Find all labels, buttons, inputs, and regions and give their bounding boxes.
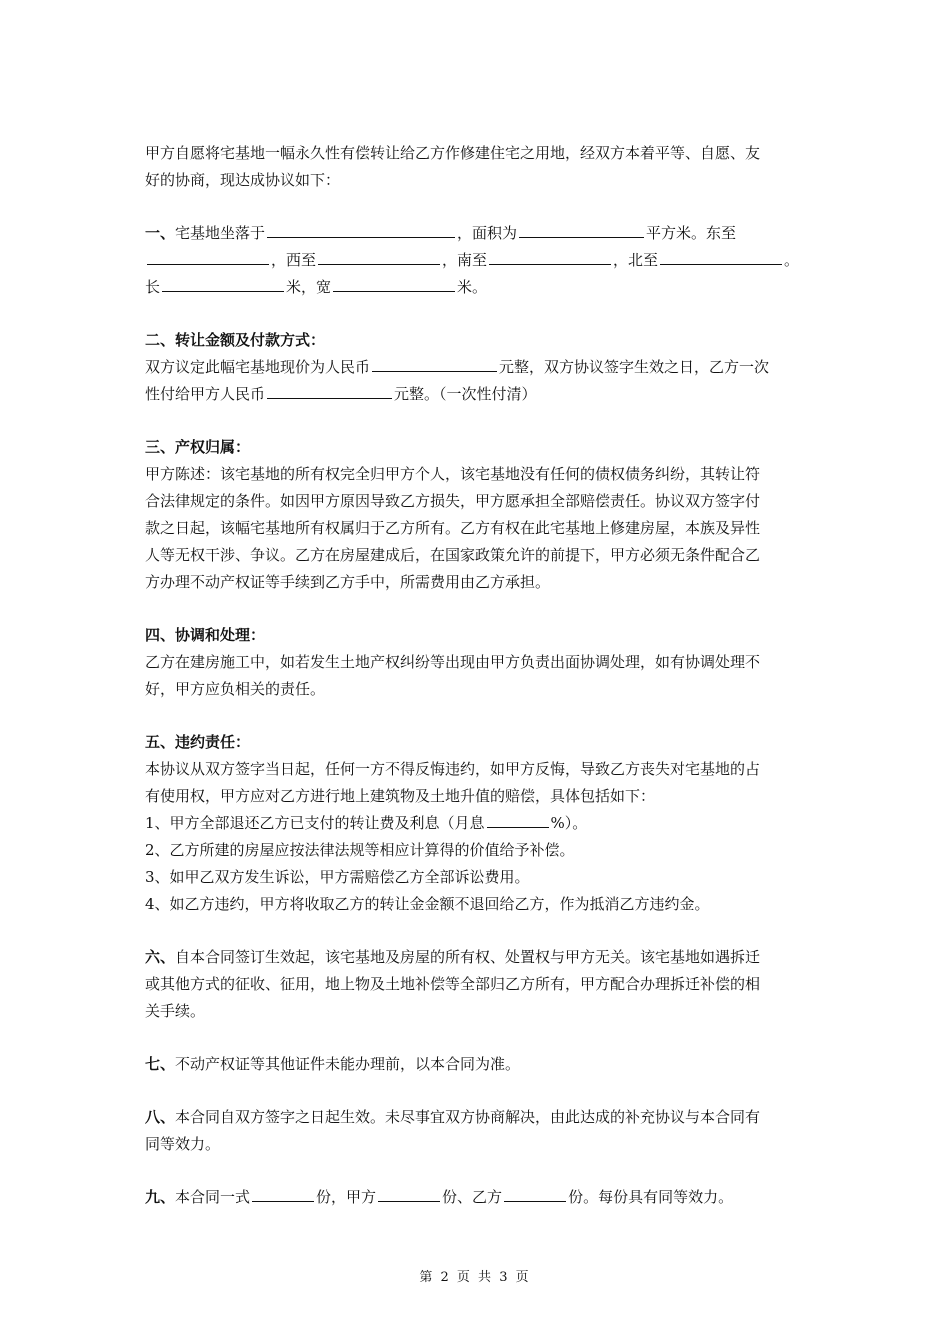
area-blank[interactable] bbox=[519, 221, 644, 238]
intro-line: 甲方自愿将宅基地一幅永久性有偿转让给乙方作修建住宅之用地，经双方本着平等、自愿、友 bbox=[145, 144, 761, 162]
section-6-line: 六、自本合同签订生效起，该宅基地及房屋的所有权、处置权与甲方无关。该宅基地如遇拆迁 bbox=[145, 948, 761, 966]
section-9-number: 九、 bbox=[145, 1188, 176, 1206]
list-item: 3、如甲乙双方发生诉讼，甲方需赔偿乙方全部诉讼费用。 bbox=[145, 868, 530, 886]
section-3-heading: 三、产权归属： bbox=[145, 438, 251, 456]
section-2-heading: 二、转让金额及付款方式： bbox=[145, 331, 326, 349]
copies-party-b-blank[interactable] bbox=[504, 1185, 566, 1202]
section-9-line: 九、本合同一式 份，甲方 份、乙方 份。每份具有同等效力。 bbox=[145, 1184, 813, 1211]
copies-total-blank[interactable] bbox=[252, 1185, 314, 1202]
section-2-line: 双方议定此幅宅基地现价为人民币 元整，双方协议签字生效之日，乙方一次 bbox=[145, 354, 813, 381]
list-item: 2、乙方所建的房屋应按法律法规等相应计算得的价值给予补偿。 bbox=[145, 841, 575, 859]
south-blank[interactable] bbox=[489, 248, 611, 265]
section-6-number: 六、 bbox=[145, 948, 176, 966]
paragraph-line: 或其他方式的征收、征用，地上物及土地补偿等全部归乙方所有，甲方配合办理拆迁补偿的相 bbox=[145, 975, 761, 993]
copies-party-a-blank[interactable] bbox=[378, 1185, 440, 1202]
list-item: 4、如乙方违约，甲方将收取乙方的转让金金额不退回给乙方，作为抵消乙方违约金。 bbox=[145, 895, 710, 913]
length-blank[interactable] bbox=[162, 275, 284, 292]
width-blank[interactable] bbox=[333, 275, 455, 292]
section-4-heading: 四、协调和处理： bbox=[145, 626, 266, 644]
paragraph-line: 好，甲方应负相关的责任。 bbox=[145, 680, 326, 698]
north-blank[interactable] bbox=[660, 248, 782, 265]
section-1-line: 一、宅基地坐落于 ，面积为 平方米。东至 bbox=[145, 220, 813, 247]
section-2-line: 性付给甲方人民币 元整。（一次性付清） bbox=[145, 381, 813, 408]
paragraph-line: 乙方在建房施工中，如若发生土地产权纠纷等出现由甲方负责出面协调处理，如有协调处理不 bbox=[145, 653, 761, 671]
section-1-number: 一、 bbox=[145, 224, 176, 242]
location-blank[interactable] bbox=[267, 221, 455, 238]
paragraph-line: 同等效力。 bbox=[145, 1135, 221, 1153]
paragraph-line: 款之日起，该幅宅基地所有权属归于乙方所有。乙方有权在此宅基地上修建房屋，本族及异性 bbox=[145, 519, 761, 537]
section-7-number: 七、 bbox=[145, 1055, 176, 1073]
section-8-line: 八、本合同自双方签字之日起生效。未尽事宜双方协商解决，由此达成的补充协议与本合同有 bbox=[145, 1108, 761, 1126]
section-7-line: 七、不动产权证等其他证件未能办理前，以本合同为准。 bbox=[145, 1055, 521, 1073]
price-blank[interactable] bbox=[372, 355, 497, 372]
west-blank[interactable] bbox=[318, 248, 440, 265]
section-8-number: 八、 bbox=[145, 1108, 176, 1126]
list-item: 1、甲方全部退还乙方已支付的转让费及利息（月息 %）。 bbox=[145, 810, 813, 837]
paragraph-line: 人等无权干涉、争议。乙方在房屋建成后，在国家政策允许的前提下，甲方必须无条件配合乙 bbox=[145, 546, 761, 564]
paragraph-line: 甲方陈述：该宅基地的所有权完全归甲方个人，该宅基地没有任何的债权债务纠纷，其转让符 bbox=[145, 465, 761, 483]
interest-rate-blank[interactable] bbox=[487, 811, 549, 828]
paragraph-line: 方办理不动产权证等手续到乙方手中，所需费用由乙方承担。 bbox=[145, 573, 551, 591]
payment-blank[interactable] bbox=[267, 382, 392, 399]
section-1-line: 长 米，宽 米。 bbox=[145, 274, 813, 301]
section-1-line: ，西至 ，南至 ，北至 。 bbox=[145, 247, 813, 274]
paragraph-line: 本协议从双方签字当日起，任何一方不得反悔违约，如甲方反悔，导致乙方丧失对宅基地的占 bbox=[145, 760, 761, 778]
section-5-heading: 五、违约责任： bbox=[145, 733, 251, 751]
page-number: 第 2 页 共 3 页 bbox=[419, 1270, 531, 1285]
document-body bbox=[145, 140, 813, 1211]
paragraph-line: 有使用权，甲方应对乙方进行地上建筑物及土地升值的赔偿，具体包括如下： bbox=[145, 787, 656, 805]
intro-line: 好的协商，现达成协议如下： bbox=[145, 171, 341, 189]
paragraph-line: 合法律规定的条件。如因甲方原因导致乙方损失，甲方愿承担全部赔偿责任。协议双方签字付 bbox=[145, 492, 761, 510]
east-blank[interactable] bbox=[147, 248, 269, 265]
paragraph-line: 关手续。 bbox=[145, 1002, 206, 1020]
